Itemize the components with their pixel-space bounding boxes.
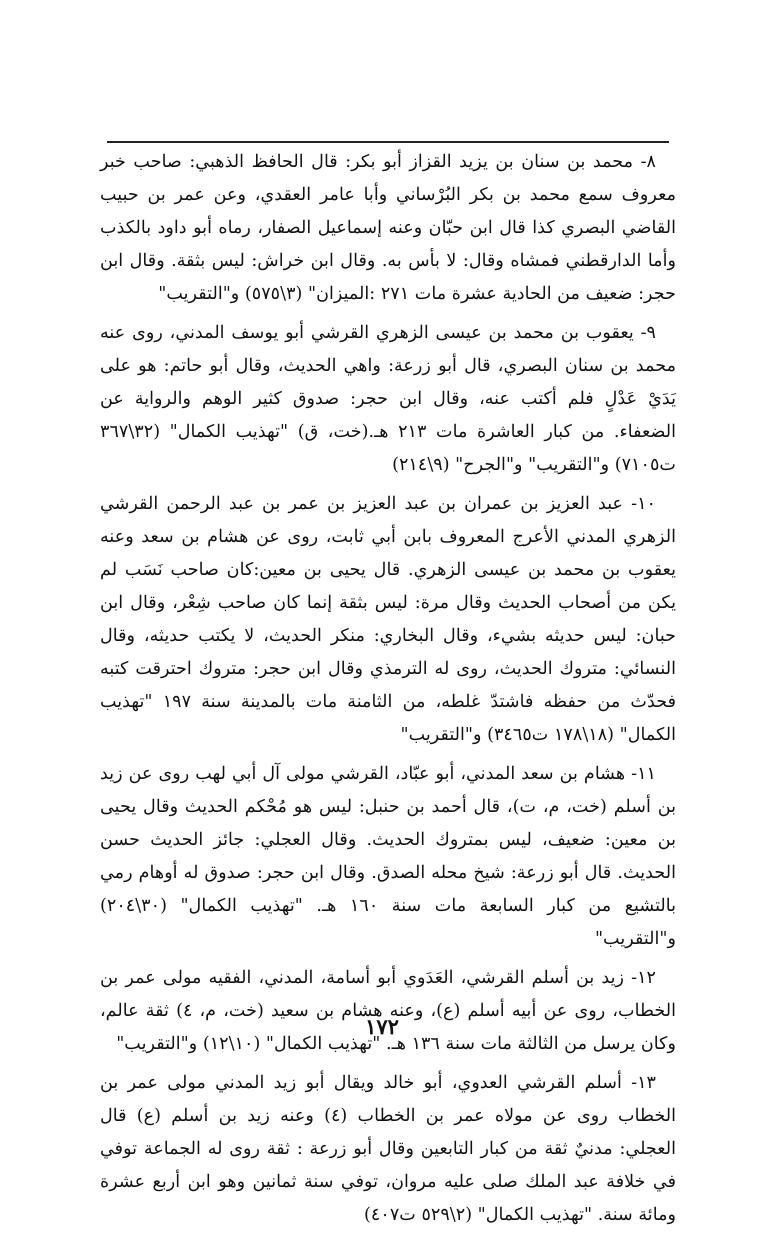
entry-text: ٩- يعقوب بن محمد بن عيسى الزهري القرشي أبو يوسف المدني، روى عنه محمد بن سنان البصري، قال أبو زرعة: واهي الحديث، وقال أبو حاتم: هو على يَدَيْ عَدْلٍ فلم أكتب عنه، وقال ابن حجر: صدوق كثير الوهم والرواية عن الضعفاء. من كبار العاشرة مات ٢١٣ هـ.(خت، ق) "تهذيب الكمال" (٣٢\٣٦٧ ت٧١٠٥) و"التقريب" و"الجرح" (٩\٢١٤) xyxy=(100,323,676,475)
entry-13 xyxy=(100,1067,676,1232)
entry-8 xyxy=(100,146,676,311)
entry-10 xyxy=(100,488,676,752)
entry-text: ١١- هشام بن سعد المدني، أبو عبّاد، القرشي مولى آل أبي لهب روى عن زيد بن أسلم (خت، م، ت)، قال أحمد بن حنبل: ليس هو مُحْكم الحديث وقال يحيى بن معين: ضعيف، ليس بمتروك الحديث. وقال العجلي: جائز الحديث حسن الحديث. قال أبو زرعة: شيخ محله الصدق. وقال ابن حجر: صدوق له أوهام رمي بالتشيع من كبار السابعة مات سنة ١٦٠ هـ. "تهذيب الكمال" (٣٠\٢٠٤) و"التقريب" xyxy=(100,764,676,949)
header-rule xyxy=(107,141,669,143)
biography-entries xyxy=(100,146,676,1238)
entry-text: ١٣- أسلم القرشي العدوي، أبو خالد ويقال أبو زيد المدني مولى عمر بن الخطاب روى عن مولاه عمر بن الخطاب (٤) وعنه زيد بن أسلم (ع) قال العجلي: مدنيٌ ثقة من كبار التابعين وقال أبو زرعة : ثقة روى له الجماعة توفي في خلافة عبد الملك صلى عليه مروان، توفي سنة ثمانين وهو ابن أربع عشرة ومائة سنة. "تهذيب الكمال" (٢\٥٢٩ ت٤٠٧) xyxy=(100,1073,677,1225)
entry-12 xyxy=(100,962,676,1061)
entry-9 xyxy=(100,317,676,482)
entry-text: ٨- محمد بن سنان بن يزيد القزاز أبو بكر: قال الحافظ الذهبي: صاحب خبر معروف سمع محمد بن بكر البُرْساني وأبا عامر العقدي، وعن عمر بن حبيب القاضي البصري كذا قال ابن حبّان وعنه إسماعيل الصفار، رماه أبو داود بالكذب وأما الدارقطني فمشاه وقال: لا بأس به. وقال ابن خراش: ليس بثقة. وقال ابن حجر: ضعيف من الحادية عشرة مات ٢٧١ :الميزان" (٣\٥٧٥) و"التقريب" xyxy=(100,152,676,304)
entry-11 xyxy=(100,758,676,956)
entry-text: ١٢- زيد بن أسلم القرشي، العَدَوي أبو أسامة، المدني، الفقيه مولى عمر بن الخطاب، روى عن أبيه أسلم (ع)، وعنه هشام بن سعيد (خت، م، ٤) ثقة عالم، وكان يرسل من الثالثة مات سنة ١٣٦ هـ. "تهذيب الكمال" (١٠\١٢) و"التقريب" xyxy=(100,968,676,1054)
page-number: ١٧٢ xyxy=(365,1014,399,1039)
entry-text: ١٠- عبد العزيز بن عمران بن عبد العزيز بن عمر بن عبد الرحمن القرشي الزهري المدني الأعرج المعروف بابن أبي ثابت، روى عن هشام بن سعد وعنه يعقوب بن محمد بن عيسى الزهري. قال يحيى بن معين:كان صاحب نَسَب لم يكن من أصحاب الحديث وقال مرة: ليس بثقة إنما كان صاحب شِعْر، وقال ابن حبان: ليس حديثه بشيء، وقال البخاري: منكر الحديث، لا يكتب حديثه، وقال النسائي: متروك الحديث، روى له الترمذي وقال ابن حجر: متروك احترقت كتبه فحدّث من حفظه فاشتدّ غلطه، من الثامنة مات بالمدينة سنة ١٩٧ "تهذيب الكمال" (١٨\١٧٨ ت٣٤٦٥) و"التقريب" xyxy=(100,494,676,745)
